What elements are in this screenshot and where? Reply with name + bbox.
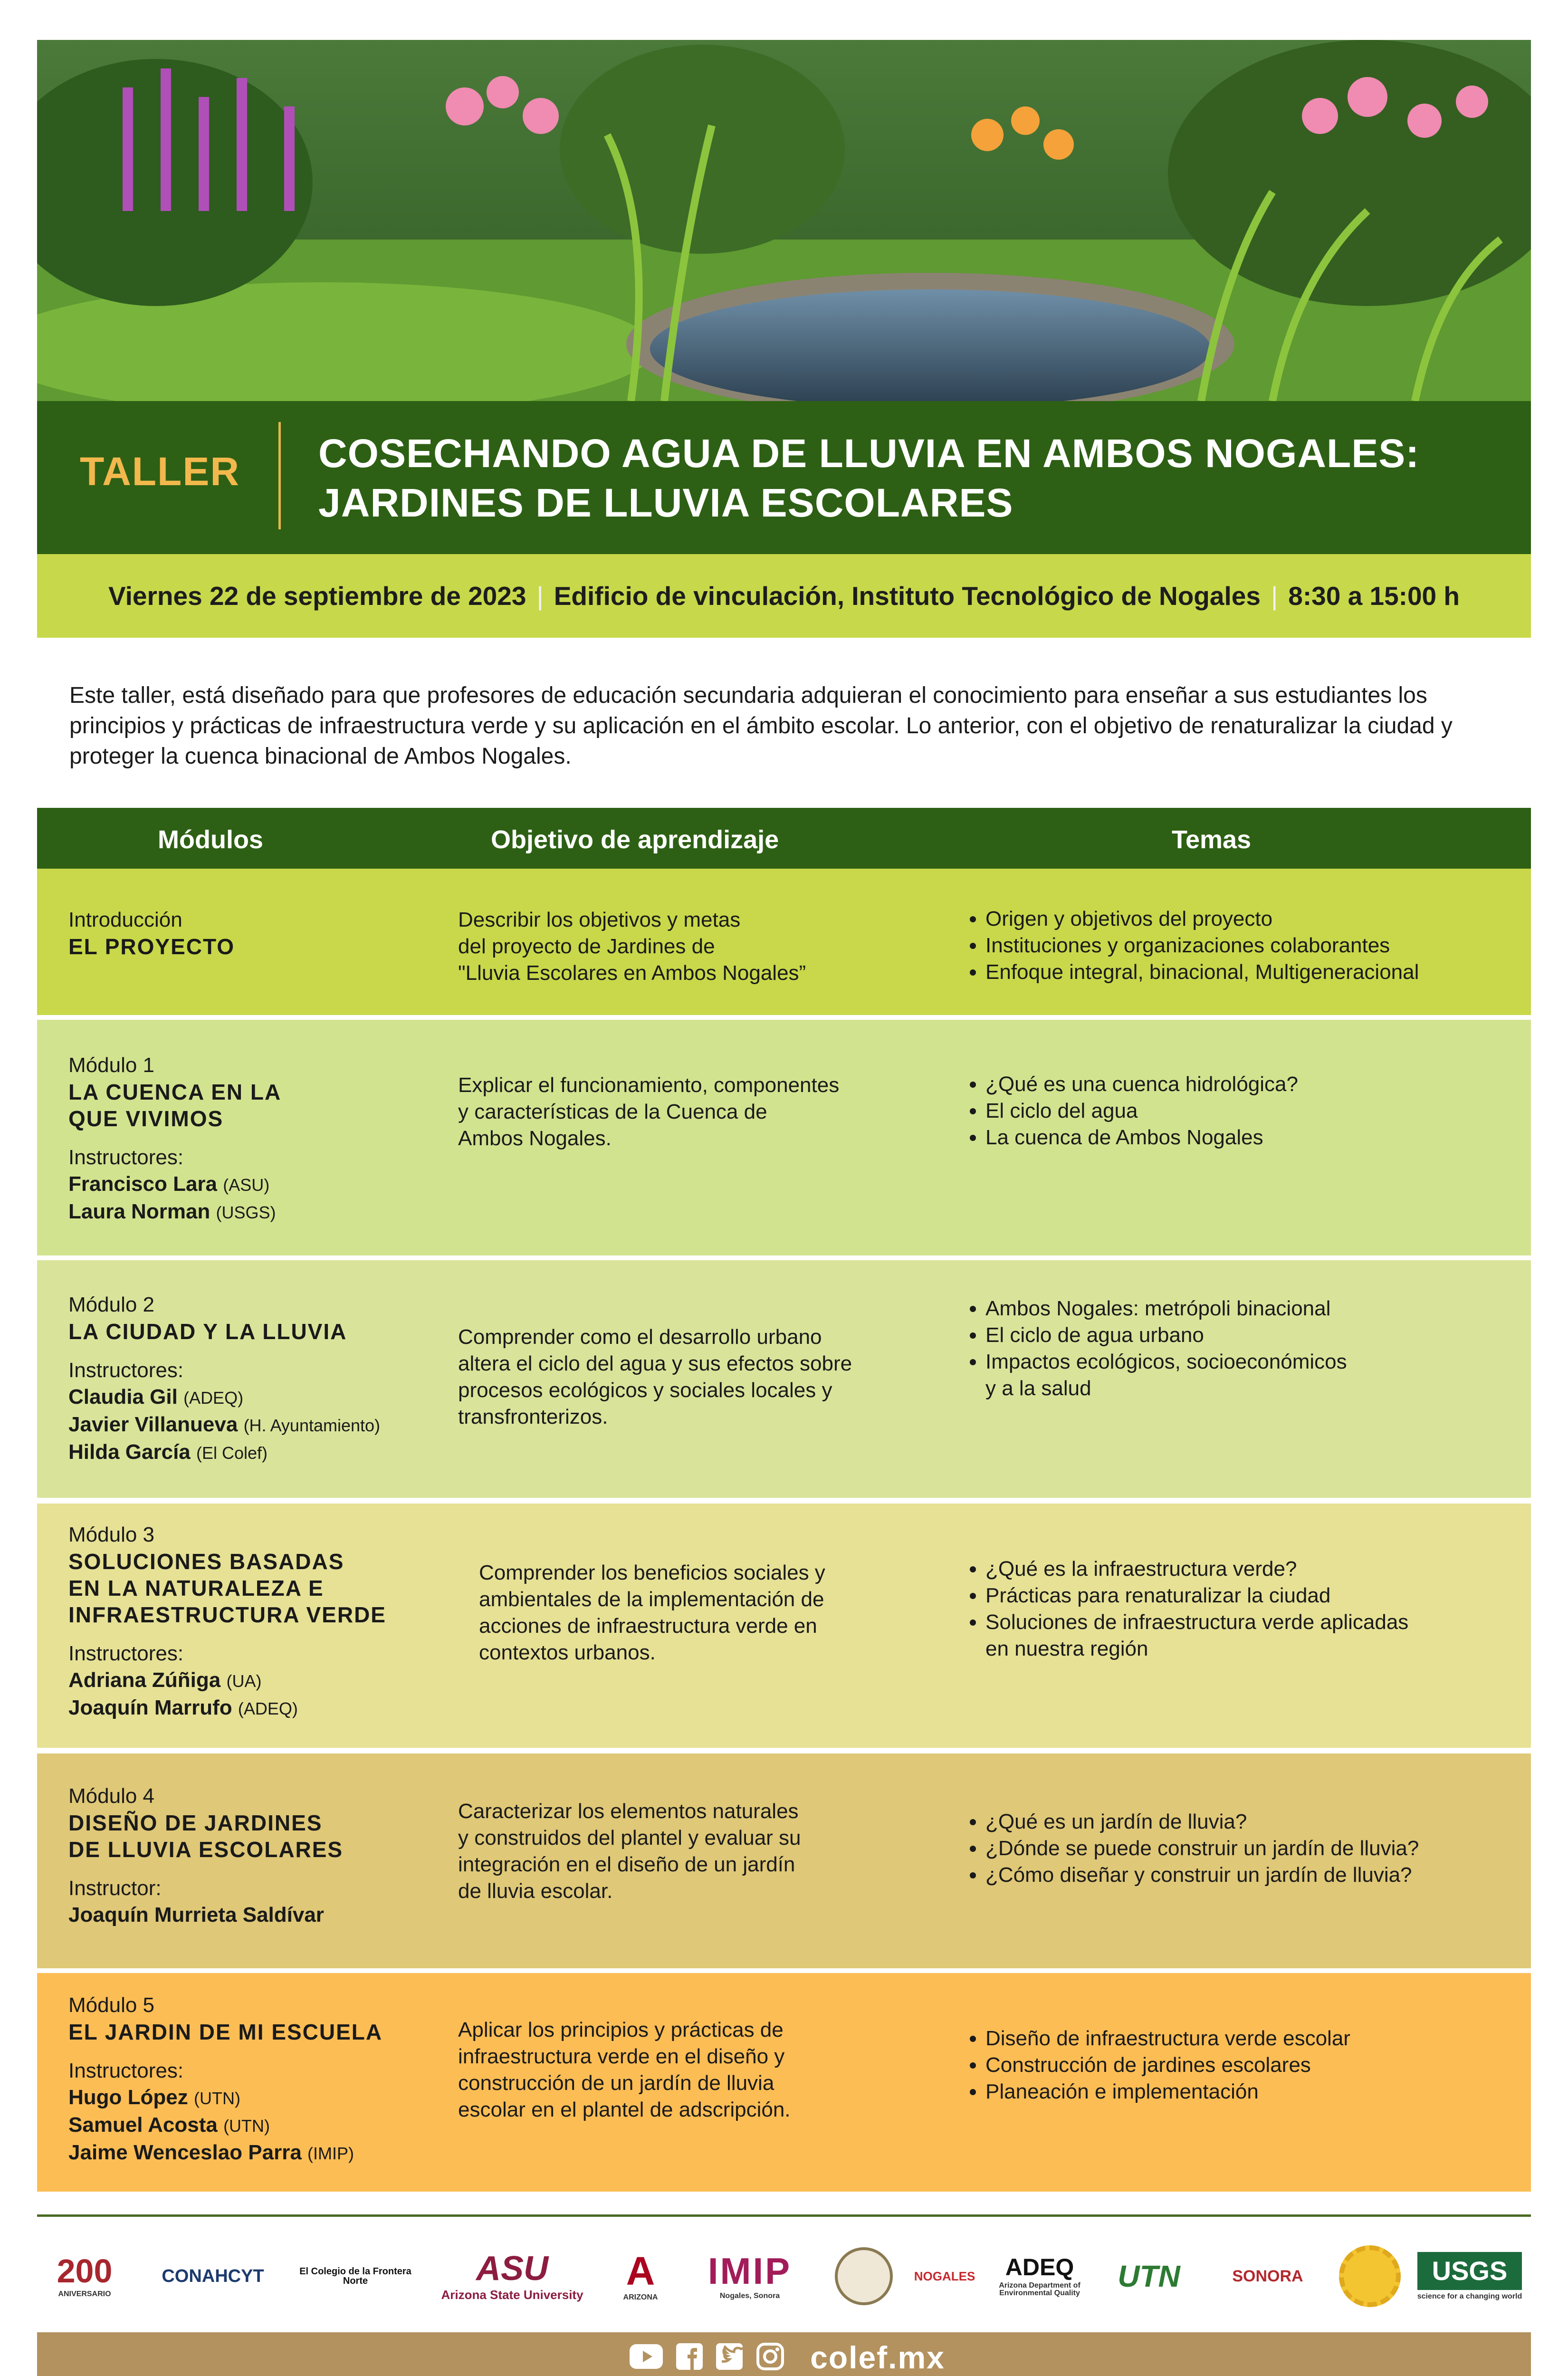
module-cell xyxy=(68,1783,449,1928)
module-row xyxy=(37,1020,1531,1255)
logo-text: ASU xyxy=(476,2250,548,2288)
topics-list xyxy=(959,2025,1520,2105)
gear-seal-logo xyxy=(1339,2229,1401,2324)
arizona-logo xyxy=(607,2229,674,2324)
event-info-band xyxy=(37,554,1531,638)
event-venue: Edificio de vinculación, Instituto Tecnológico de Nogales xyxy=(554,581,1261,611)
topic-item: • La cuenca de Ambos Nogales xyxy=(985,1124,1520,1151)
topic-item: • Origen y objetivos del proyecto xyxy=(985,906,1520,932)
instructor xyxy=(68,1411,449,1439)
learning-objective: Comprender los beneficios sociales y ambientales de la implementación de acciones de infraestructura verde en contextos urbanos. xyxy=(479,1561,825,1664)
logo-text: El Colegio de la Frontera Norte xyxy=(299,2266,411,2286)
instructors-label: Instructor: xyxy=(68,1877,162,1900)
module-title: SOLUCIONES BASADAS EN LA NATURALEZA E INFRAESTRUCTURA VERDE xyxy=(68,1549,386,1627)
title-divider xyxy=(278,422,281,529)
logo-text: UTN xyxy=(1118,2259,1180,2293)
module-title: LA CUENCA EN LA QUE VIVIMOS xyxy=(68,1080,282,1131)
logo-text: USGS xyxy=(1417,2252,1522,2290)
instructor-name: Laura Norman xyxy=(68,1200,210,1223)
topic-item: • El ciclo de agua urbano xyxy=(985,1322,1520,1349)
module-title: DISEÑO DE JARDINES DE LLUVIA ESCOLARES xyxy=(68,1811,344,1862)
module-cell xyxy=(68,907,449,960)
instructor-institution: (UA) xyxy=(226,1671,262,1691)
instructor-name: Joaquín Marrufo xyxy=(68,1696,232,1719)
topics-cell xyxy=(959,1556,1520,1662)
nogales-logo xyxy=(916,2229,973,2324)
youtube-icon[interactable] xyxy=(630,2344,663,2371)
website-link[interactable]: colef.mx xyxy=(810,2340,945,2375)
sonora-logo xyxy=(1206,2229,1329,2324)
logo-subtext: Nogales, Sonora xyxy=(719,2292,780,2300)
learning-objective: Explicar el funcionamiento, componentes y características de la Cuenca de Ambos Nogales. xyxy=(458,1073,840,1150)
instructor-institution: (USGS) xyxy=(216,1203,276,1222)
instructor-name: Claudia Gil xyxy=(68,1385,178,1408)
module-title: LA CIUDAD Y LA LLUVIA xyxy=(68,1319,347,1344)
learning-objective: Caracterizar los elementos naturales y construidos del plantel y evaluar su integración en el diseño de un jardín de lluvia escolar. xyxy=(458,1800,801,1903)
partner-logos xyxy=(37,2229,1531,2324)
instructor-institution: (ADEQ) xyxy=(238,1699,298,1718)
event-title-line-1: COSECHANDO AGUA DE LLUVIA EN AMBOS NOGALES: xyxy=(318,431,1420,476)
logo-subtext: ARIZONA xyxy=(623,2293,658,2301)
learning-objective: Describir los objetivos y metas del proyecto de Jardines de "Lluvia Escolares en Ambos Nogales” xyxy=(458,908,806,985)
logo-text: ADEQ xyxy=(1005,2254,1074,2280)
topic-item: • ¿Qué es la infraestructura verde? xyxy=(985,1556,1520,1582)
topic-item: • Impactos ecológicos, socioeconómicos y a la salud xyxy=(985,1349,1520,1402)
adeq-logo xyxy=(987,2229,1092,2324)
topic-item: • Ambos Nogales: metrópoli binacional xyxy=(985,1295,1520,1322)
colef-logo xyxy=(294,2229,417,2324)
instructor xyxy=(68,1667,449,1695)
event-type-label: TALLER xyxy=(80,449,240,494)
logo-text: SONORA xyxy=(1232,2267,1303,2285)
module-row xyxy=(37,1753,1531,1968)
logo-text: 200 xyxy=(57,2252,113,2290)
topic-item: • El ciclo del agua xyxy=(985,1098,1520,1124)
title-band xyxy=(37,401,1531,554)
seal-graphic xyxy=(1339,2245,1401,2307)
column-header-modules: Módulos xyxy=(158,825,263,854)
instructor-name: Adriana Zúñiga xyxy=(68,1668,221,1692)
topics-cell xyxy=(959,906,1520,986)
topic-item: • ¿Qué es una cuenca hidrológica? xyxy=(985,1071,1520,1098)
instructors-label: Instructores: xyxy=(68,1642,184,1665)
imip-logo xyxy=(688,2229,812,2324)
instructors-label: Instructores: xyxy=(68,1359,184,1382)
topic-item: • Soluciones de infraestructura verde aplicadas en nuestra región xyxy=(985,1609,1520,1662)
instructor xyxy=(68,1384,449,1411)
instructor xyxy=(68,1902,449,1928)
learning-objective: Comprender como el desarrollo urbano altera el ciclo del agua y sus efectos sobre procesos ecológicos y sociales locales y transfronterizos. xyxy=(458,1325,852,1428)
module-title: EL PROYECTO xyxy=(68,934,235,959)
topics-list xyxy=(959,1809,1520,1888)
footer-bar xyxy=(37,2332,1531,2376)
twitter-icon[interactable] xyxy=(716,2343,743,2372)
logo-subtext: science for a changing world xyxy=(1417,2292,1522,2300)
instructor-institution: (UTN) xyxy=(223,2116,270,2136)
us-consulate-seal xyxy=(826,2229,902,2324)
instructor-institution: (H. Ayuntamiento) xyxy=(243,1416,381,1435)
info-separator: | xyxy=(536,581,544,611)
logos-divider xyxy=(37,2214,1531,2217)
module-row xyxy=(37,1504,1531,1748)
usgs-logo xyxy=(1415,2229,1524,2324)
column-header-objective: Objetivo de aprendizaje xyxy=(491,825,779,854)
logo-subtext: ANIVERSARIO xyxy=(58,2290,111,2298)
instructor xyxy=(68,1439,449,1466)
instructor xyxy=(68,1198,449,1226)
topic-item: • Construcción de jardines escolares xyxy=(985,2052,1520,2079)
instructor-name: Hilda García xyxy=(68,1440,191,1464)
topics-cell xyxy=(959,2025,1520,2105)
module-row xyxy=(37,1260,1531,1498)
topic-item: • ¿Dónde se puede construir un jardín de lluvia? xyxy=(985,1835,1520,1862)
logo-subtext: Arizona State University xyxy=(441,2288,583,2302)
instructor-name: Francisco Lara xyxy=(68,1172,218,1196)
logo-text: CONAHCYT xyxy=(162,2266,264,2286)
instructor-institution: (ASU) xyxy=(223,1175,270,1195)
utn-logo xyxy=(1101,2229,1196,2324)
logo-text: A xyxy=(626,2249,655,2293)
learning-objective: Aplicar los principios y prácticas de infraestructura verde en el diseño y construcción de un jardín de lluvia escolar en el plantel de adscripción. xyxy=(458,2018,791,2121)
topic-item: • Diseño de infraestructura verde escolar xyxy=(985,2025,1520,2052)
topics-cell xyxy=(959,1295,1520,1402)
column-header-topics: Temas xyxy=(1172,825,1252,854)
instructor-name: Jaime Wenceslao Parra xyxy=(68,2141,302,2164)
instructor-name: Joaquín Murrieta Saldívar xyxy=(68,1903,324,1926)
facebook-icon[interactable] xyxy=(676,2343,703,2372)
conahcyt-logo xyxy=(146,2229,279,2324)
module-cell xyxy=(68,1292,449,1466)
instructor-name: Hugo López xyxy=(68,2086,188,2109)
instructor xyxy=(68,1695,449,1722)
topic-item: • Planeación e implementación xyxy=(985,2079,1520,2105)
instructor-name: Samuel Acosta xyxy=(68,2113,218,2136)
module-label: Módulo 3 xyxy=(68,1523,155,1546)
module-cell xyxy=(68,1522,449,1722)
module-label: Módulo 5 xyxy=(68,1993,155,2017)
instructor xyxy=(68,2084,449,2112)
event-title-line-2: JARDINES DE LLUVIA ESCOLARES xyxy=(318,480,1013,525)
module-label: Módulo 2 xyxy=(68,1293,155,1316)
module-label: Módulo 4 xyxy=(68,1784,155,1808)
event-date: Viernes 22 de septiembre de 2023 xyxy=(108,581,526,611)
logo-text: NOGALES xyxy=(914,2269,975,2283)
instructor-name: Javier Villanueva xyxy=(68,1413,238,1436)
intro-paragraph: Este taller, está diseñado para que profesores de educación secundaria adquieran el conocimiento para enseñar a sus estudiantes los principios y prácticas de infraestructura verde y su aplicación en el ámbito escolar. Lo anterior, con el objetivo de renaturalizar la ciudad y proteger la cuenca binacional de Ambos Nogales. xyxy=(69,683,1453,769)
module-label: Módulo 1 xyxy=(68,1054,155,1077)
module-row xyxy=(37,869,1531,1015)
topics-list xyxy=(959,906,1520,986)
topics-list xyxy=(959,1295,1520,1402)
module-title: EL JARDIN DE MI ESCUELA xyxy=(68,2020,383,2044)
topics-list xyxy=(959,1556,1520,1662)
module-label: Introducción xyxy=(68,908,182,931)
logo-subtext: Arizona Department of Environmental Quality xyxy=(999,2281,1080,2297)
topics-cell xyxy=(959,1071,1520,1151)
info-separator: | xyxy=(1271,581,1278,611)
topics-cell xyxy=(959,1809,1520,1888)
instructor-institution: (El Colef) xyxy=(196,1443,268,1463)
module-row xyxy=(37,1973,1531,2192)
instructor-institution: (IMIP) xyxy=(307,2144,354,2163)
event-time: 8:30 a 15:00 h xyxy=(1288,581,1460,611)
topic-item: • ¿Cómo diseñar y construir un jardín de lluvia? xyxy=(985,1862,1520,1888)
topic-item: • Instituciones y organizaciones colaborantes xyxy=(985,932,1520,959)
instructor-institution: (ADEQ) xyxy=(183,1388,244,1408)
200-aniversario-logo xyxy=(37,2229,132,2324)
seal-graphic xyxy=(835,2247,893,2305)
table-header xyxy=(37,808,1531,869)
instructors-label: Instructores: xyxy=(68,2059,184,2082)
topics-list xyxy=(959,1071,1520,1151)
instructor xyxy=(68,2139,449,2167)
asu-logo xyxy=(427,2229,598,2324)
instagram-icon[interactable] xyxy=(756,2342,784,2373)
module-cell xyxy=(68,1992,449,2167)
topic-item: • Prácticas para renaturalizar la ciudad xyxy=(985,1582,1520,1609)
instructors-label: Instructores: xyxy=(68,1146,184,1169)
instructor xyxy=(68,2112,449,2139)
instructor xyxy=(68,1171,449,1198)
topic-item: • Enfoque integral, binacional, Multigeneracional xyxy=(985,959,1520,986)
instructor-institution: (UTN) xyxy=(193,2089,240,2108)
topic-item: • ¿Qué es un jardín de lluvia? xyxy=(985,1809,1520,1835)
logo-text: IMIP xyxy=(708,2250,792,2292)
module-cell xyxy=(68,1052,449,1226)
hero-garden-photo xyxy=(37,40,1531,401)
